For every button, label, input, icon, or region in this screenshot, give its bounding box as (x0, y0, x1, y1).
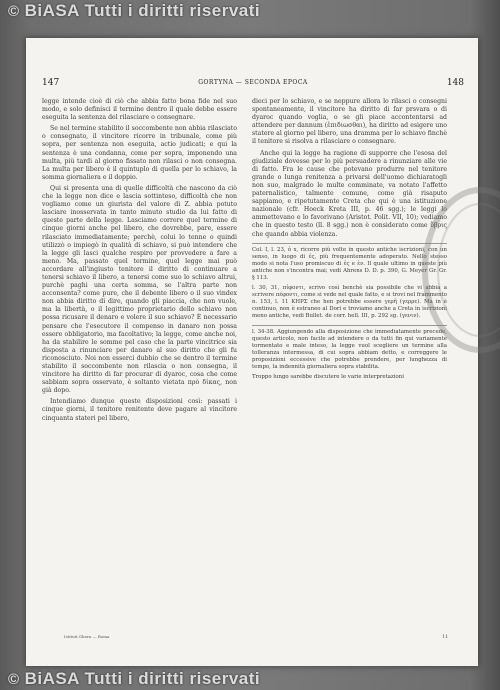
watermark-text: BiASA Tutti i diritti riservati (24, 1, 261, 20)
watermark-text: BiASA Tutti i diritti riservati (24, 669, 261, 688)
signature-number: 11 (442, 634, 449, 640)
printer-note: Istituti Ghera — Roma (64, 634, 110, 639)
paragraph: Anche qui la legge ha ragione di supporre che l'esosa del giudiziale dovesse per lo più persuadere a rinunziare alle vie di fatto. Fra le cause che potevano produrre nel tenitore grande o lunga renitenza a privarsi dell'uomo dichiaratogli non suo, malgrado le multe comminate, va notato l'affetto paternalistico, talmente comune, come già risaputo sappiamo, e ripetutamente Creta che qui è una istituzione nazionale (cfr. Hoeck Kreta III, p. 46 sgg.); le leggi lo ammettevano e lo favorivano (Aristot. Polit. VII, 10); vediamo che in questo testo (ll. 8 sgg.) non è considerato come ὕβρις che quando abbia violenza. (252, 149, 447, 238)
library-seal-icon (405, 185, 500, 355)
page-number-left: 147 (42, 78, 60, 88)
watermark-bottom (0, 668, 500, 690)
footnote: l. 34-38. Aggiungendo alla disposizione che immediatamente precede, questo articolo, non facile ad intendere o da tutti fin qui variamente tormentato e male inteso, la legge vuol scegliere un termine alla tolleranza intermessa, di cui sopra abbiam detto, e correggere le proposizioni eccessive che potrebbe prendere, per lunghezza di tempo, la indennità giornaliera sopra stabilita. (252, 328, 447, 370)
footnote: l. 30, 31, πίφοντι, scrivo così benchè sia possibile che vi abbia a scrivere πέφοντι, come si vede nel quale fatto, e si trovi nel frammento n. 153, l. 11 KHPΣ che hen potrebbe essere γερῆ (γερρε). Ma in è continuo, non è estraneo al Dori e troviamo anche a Creta in iscrizioni meno antiche, vedi Bullet. de corr. hell. III, p. 292 sg. (γενιν). (252, 285, 447, 320)
page-header (42, 78, 464, 92)
watermark-top (0, 0, 500, 22)
running-title: GORTYNA — SECONDA EPOCA (198, 79, 308, 86)
copyright-icon: © (8, 2, 20, 20)
paragraph: Qui si presenta una di quelle difficoltà che nascono da ciò che la legge non dice e lascia sottinteso, difficoltà che non vogliamo come un giurista del valore di Z. abbia potuto lasciare inosservata in tanto minuto studio da lui fatto di queste parte della legge. Lasciamo correre quel termine di cinque giorni anche pel libero, che dovrebbe, pare, essere rilasciato immediatamente; perchè, colui lo tenne o quindi utilizzò o impiegò in qualità di schiavo, si può intendere che la legge gli lasci qualche respiro per provvedere a fare a meno. Ma, passato quel termine, quel legge mai può accordare all'ingiusto tenitore il diritto di continuare a tenersi schiavo il libero, a tenersi come suo lo schiavo altrui, purchè paghi una certa somma, se l'altra parte non acconsenta? come pure, che il debente libero o il suo vindex non abbia diritto di dire, quando gli piaccia, che non vuole, ma la libertà, o il legittimo proprietario dello schiavo non possa ricusare il denaro e volere il suo schiavo? È necessario pensare che l'esecutore il compenso in danaro non possa essere obbligatorio, ma facoltativo; la legge, come anche noi, ha da stabilire le somme pel caso che la parte vincitrice sia disposta a rinunciare per danaro al suo diritto che gli fu riconosciuto. Noi non esserci dubbio che se dentro il termine stabilito il soccombente non rilascia o non consegna, il vincitore ha diritto di far procurar di dyaroc, cosa che come sabbiam sopra osservato, è soltanto vietata πρὸ δίκας, non già dopo. (42, 184, 237, 395)
paragraph: dieci per lo schiavo, e se neppure allora lo rilasci o consegni spontaneamente, il vincitore ha diritto di far prsvara o di dyaroc quando voglia, o se gli piace accontentarsi ad attendere per dannum (ἐπιδιωσθαι), ha diritto ad esigere uno statere al giorno pel libero, una dramma per lo schiavo finchè il tenitore si risolva a rilasciare o consegnare. (252, 98, 447, 146)
footnote: Troppo lungo sarebbe discutere le varie interpretazioni (252, 374, 405, 381)
paragraph: Intendiamo dunque queste disposizioni così: passati i cinque giorni, il tenitore renitente deve pagare al vincitore cinquanta stateri pel libero, (42, 398, 237, 422)
footnote: Col. I, l. 23, ὁ x, ricorre più volte in questo antiche iscrizioni, con un senso, in luogo di ἐς, più frequentemente adoperato. Nello stesso modo si nota l'uso promiscuo di ἐς e ἐν. Il quale ultimo in queste più antiche non s'incontra mai; vedi Ahrens D. D. p. 390, G. Meyer Gr. Gr. § 113. (252, 246, 447, 281)
paragraph: legge intende cioè di ciò che abbia fatto bona fide nel suo modo, e solo definisci il termine dentro il quale debbe essere eseguita la sentenza del rilasciare o consegnare. (42, 98, 237, 122)
left-column (42, 98, 237, 426)
page-number-right: 148 (446, 78, 464, 88)
copyright-icon: © (8, 670, 20, 688)
paragraph: Se nel termine stabilito il soccombente non abbia rilasciato o consegnato, il vincitore ricorre in tribunale, come più sopra, per sentenza non eseguita, actio judicati; e qui la sentenza è una condanna, come per sopra, imponendo una multa, più tardi al giorno fissato non rilasci o non consegna. La multa per libero è il quintuplo di quella per lo schiavo, la somma giornaliera e il doppio. (42, 125, 237, 181)
